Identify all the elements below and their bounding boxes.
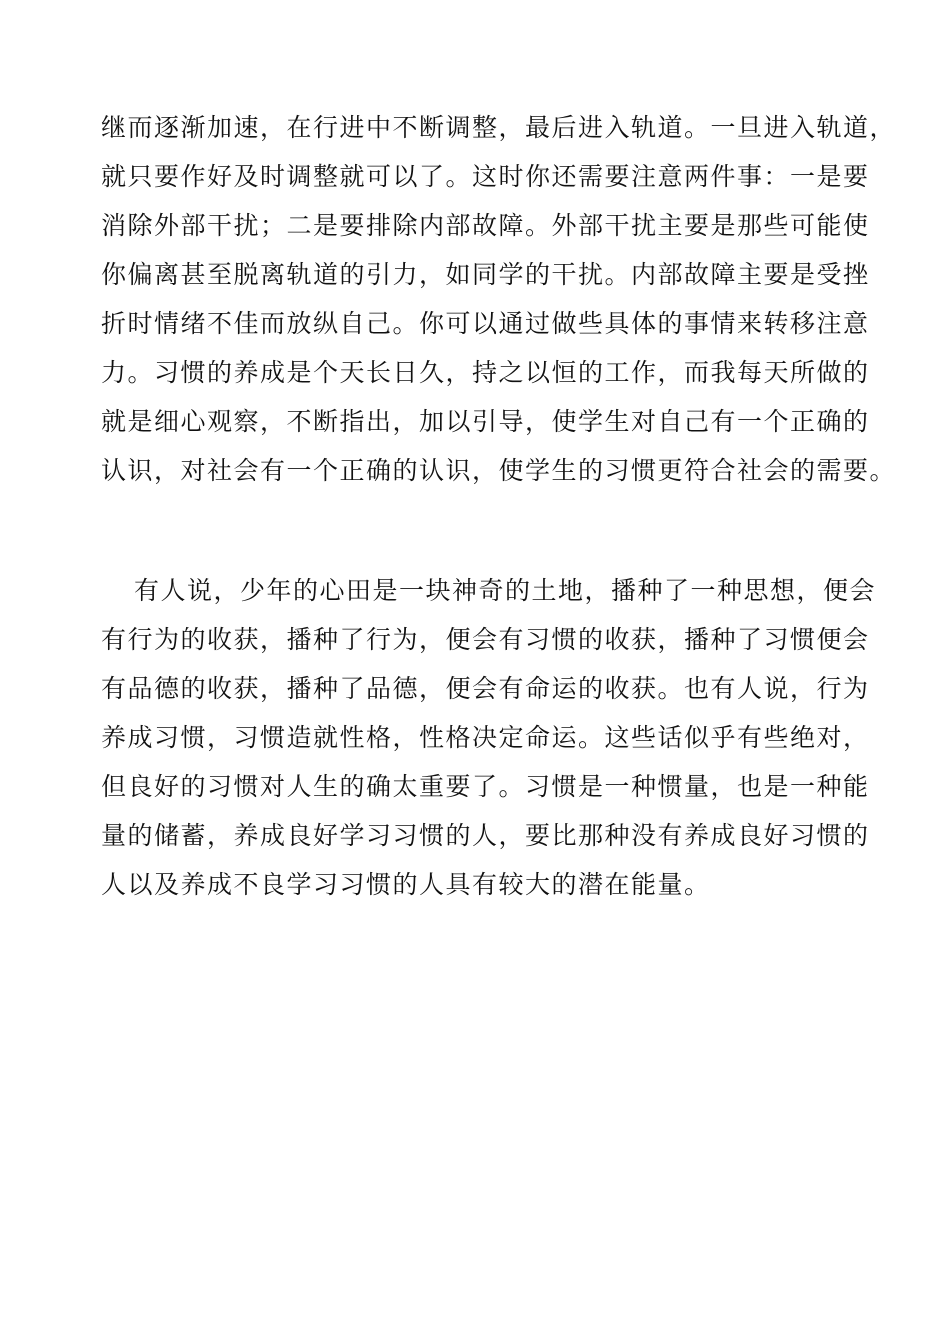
paragraph-1-line: 就是细心观察，不断指出，加以引导，使学生对自己有一个正确的 — [101, 407, 870, 436]
paragraph-2-line: 量的储蓄，养成良好学习习惯的人，要比那种没有养成良好习惯的 — [101, 821, 870, 850]
paragraph-1-line: 力。习惯的养成是个天长日久，持之以恒的工作，而我每天所做的 — [101, 358, 870, 387]
paragraph-1-line: 你偏离甚至脱离轨道的引力，如同学的干扰。内部故障主要是受挫 — [101, 260, 870, 289]
paragraph-2-line: 但良好的习惯对人生的确太重要了。习惯是一种惯量，也是一种能 — [101, 772, 870, 801]
paragraph-2-first-line: 有人说，少年的心田是一块神奇的土地，播种了一种思想，便会 — [134, 576, 877, 605]
paragraph-1-line: 就只要作好及时调整就可以了。这时你还需要注意两件事：一是要 — [101, 162, 870, 191]
paragraph-1-line: 消除外部干扰；二是要排除内部故障。外部干扰主要是那些可能使 — [101, 211, 870, 240]
paragraph-1-line: 继而逐渐加速，在行进中不断调整，最后进入轨道。一旦进入轨道， — [101, 113, 897, 142]
paragraph-2-line: 有行为的收获，播种了行为，便会有习惯的收获，播种了习惯便会 — [101, 625, 870, 654]
paragraph-2 — [101, 566, 877, 909]
paragraph-2-line: 人以及养成不良学习习惯的人具有较大的潜在能量。 — [101, 870, 711, 899]
paragraph-1 — [101, 103, 897, 495]
paragraph-2-line: 有品德的收获，播种了品德，便会有命运的收获。也有人说，行为 — [101, 674, 870, 703]
paragraph-2-line: 养成习惯，习惯造就性格，性格决定命运。这些话似乎有些绝对， — [101, 723, 870, 752]
paragraph-1-line: 折时情绪不佳而放纵自己。你可以通过做些具体的事情来转移注意 — [101, 309, 870, 338]
paragraph-1-line: 认识，对社会有一个正确的认识，使学生的习惯更符合社会的需要。 — [101, 456, 897, 485]
